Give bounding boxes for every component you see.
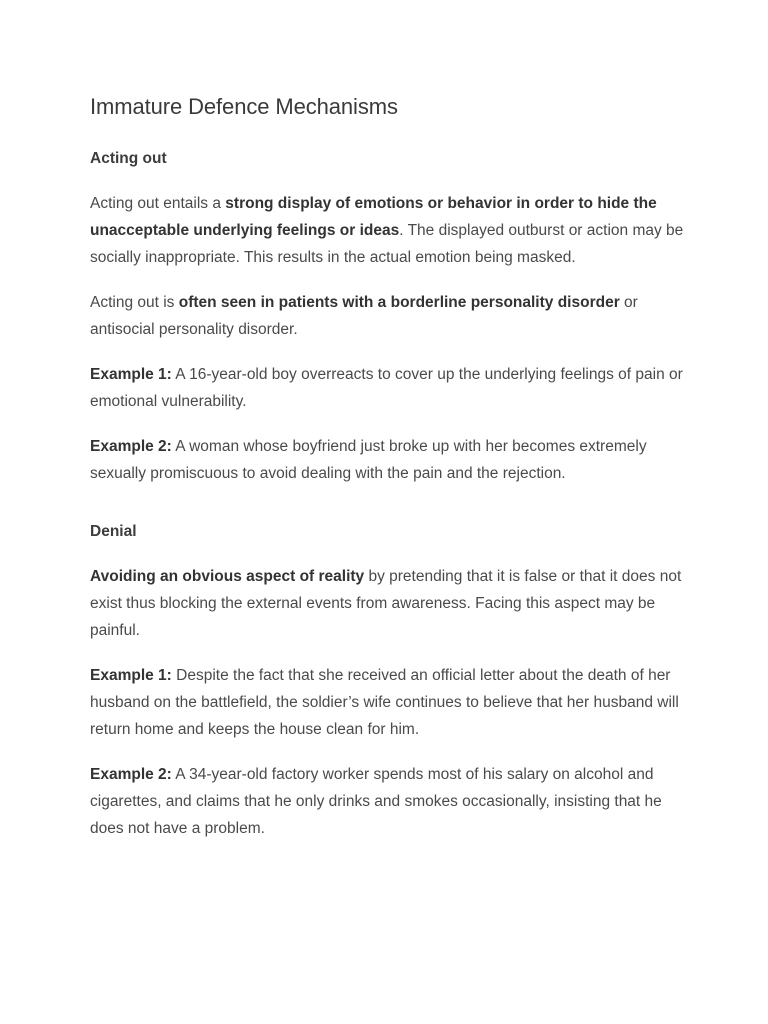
section-acting-out — [90, 148, 688, 487]
denial-example-2 — [90, 761, 688, 842]
example-text: A woman whose boyfriend just broke up with her becomes extremely sexually promiscuous to avoid dealing with the pain and the rejection. — [90, 438, 647, 482]
acting-out-example-1 — [90, 361, 688, 415]
example-text: A 34-year-old factory worker spends most of his salary on alcohol and cigarettes, and claims that he only drinks and smokes occasionally, insisting that he does not have a problem. — [90, 766, 662, 837]
text-run: Acting out entails a — [90, 195, 226, 212]
page-title: Immature Defence Mechanisms — [90, 94, 398, 119]
text-run: by pretending that it is false or that it does not exist thus blocking the external events from awareness. Facing this aspect may be painful. — [90, 568, 682, 639]
bold-phrase: strong display of emotions or behavior in order to hide the unacceptable underlying feelings or ideas — [90, 195, 657, 239]
example-label: Example 2: — [90, 438, 172, 455]
example-label: Example 2: — [90, 766, 172, 783]
example-text: A 16-year-old boy overreacts to cover up the underlying feelings of pain or emotional vulnerability. — [90, 366, 683, 410]
acting-out-context — [90, 289, 688, 343]
section-heading-denial: Denial — [90, 523, 137, 540]
example-label: Example 1: — [90, 667, 172, 684]
acting-out-definition — [90, 190, 688, 271]
bold-phrase: often seen in patients with a borderline personality disorder — [178, 294, 620, 311]
section-denial — [90, 521, 688, 842]
text-run: Acting out is — [90, 294, 179, 311]
denial-definition — [90, 563, 688, 644]
section-heading-acting-out: Acting out — [90, 150, 167, 167]
acting-out-example-2 — [90, 433, 688, 487]
denial-example-1 — [90, 662, 688, 743]
text-run: or antisocial personality disorder. — [90, 294, 638, 338]
text-run: . The displayed outburst or action may be socially inappropriate. This results in the actual emotion being masked. — [90, 222, 684, 266]
example-text: Despite the fact that she received an official letter about the death of her husband on the battlefield, the soldier’s wife continues to believe that her husband will return home and keeps the house clean for him. — [90, 667, 679, 738]
example-label: Example 1: — [90, 366, 172, 383]
bold-phrase: Avoiding an obvious aspect of reality — [90, 568, 365, 585]
